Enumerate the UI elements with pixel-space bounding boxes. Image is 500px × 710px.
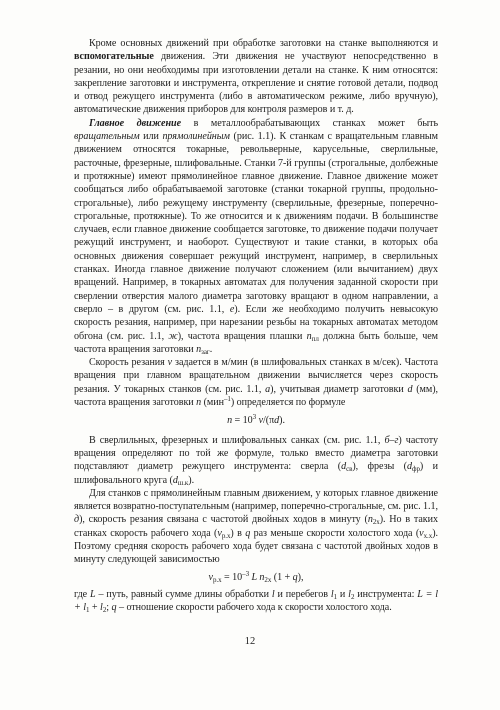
text-run: раз меньше скорости холостого хода (	[250, 527, 420, 539]
paragraph	[74, 37, 438, 117]
formula	[74, 571, 438, 584]
text-run: ).	[188, 474, 195, 486]
text-run: ) и шлифовального круга (	[74, 461, 438, 486]
text-run: d	[172, 474, 178, 486]
text-run: (мм), частота вращения заготовки	[74, 383, 438, 409]
text-run: ;	[106, 602, 112, 614]
text-run: l	[330, 588, 334, 600]
text-run: б–г	[384, 434, 399, 446]
text-run: заг	[201, 347, 210, 356]
text-run: ), фрезы (	[352, 461, 407, 473]
text-run: 2	[102, 606, 107, 615]
text-run: = 10	[232, 415, 253, 427]
text-run: 3	[252, 413, 257, 422]
text-run: (1 +	[271, 571, 293, 583]
text-run: n	[227, 415, 233, 427]
text-run: –3	[242, 569, 250, 578]
text-run: 2x	[264, 575, 272, 584]
text-run: q	[245, 527, 251, 539]
text-run: n	[196, 343, 202, 355]
paragraph	[74, 117, 438, 356]
text-run: р.х	[221, 531, 231, 540]
text-run: х.х	[423, 531, 433, 540]
text-run: L	[90, 588, 96, 600]
paragraph	[74, 487, 438, 567]
text-run: ), учитывая диаметр заготовки	[270, 383, 408, 395]
text-run: вспомогательные	[74, 51, 154, 63]
text-run: 1	[86, 606, 90, 615]
text-run: – отношение скорости рабочего хода к скорости холостого хода.	[116, 602, 392, 614]
text-run: = 10	[221, 571, 243, 583]
text-run: и перебегов	[274, 588, 331, 600]
text-run: 1	[333, 592, 338, 601]
text-run: где	[74, 588, 90, 600]
text-run: ). Если же необходимо получить невысокую скорость резания, например, при нарезании резьбы на токарных автоматах методом обгона (см. рис. 1.1,	[74, 303, 438, 342]
text-run: ) в	[230, 527, 246, 539]
text-run: n	[367, 514, 373, 526]
text-run: d	[406, 461, 412, 473]
text-run: ).	[279, 415, 285, 427]
text-run: и	[337, 588, 349, 600]
text-run: v	[256, 415, 264, 427]
text-run: фр	[411, 465, 420, 474]
text-run: Скорость резания	[89, 357, 168, 369]
text-run: или	[139, 131, 163, 143]
text-run: ж	[168, 330, 178, 342]
text-run: задается в м/мин (в шлифовальных станках в м/сек). Частота вращения при главном вращательном движении вычисляется через скорость резания. У токарных станков (см. рис. 1.1,	[74, 357, 438, 395]
text-run: n	[196, 397, 202, 409]
text-run: вращательным	[74, 131, 140, 143]
paragraph	[74, 588, 438, 615]
text-run: –1	[223, 395, 231, 404]
text-run: q	[111, 602, 117, 614]
text-run: движения. Эти движения не участвуют непосредственно в резании, но они необходимы при изготовлении детали на станке. К ним относятся: закрепление заготовки и инструмента, открепление и снятие готовой детали, подвод и отвод режущего инструмента (либо в автоматическом режиме, либо вручную), автоматические движения приборов для контроля размеров и т. д.	[74, 51, 438, 116]
text-run: в металлообрабатывающих станках может быть	[181, 117, 439, 129]
text-run: пл	[311, 334, 319, 343]
text-run: д	[74, 514, 80, 526]
text-run: Для станков с прямолинейным главным движением, у которых главное движение является возвратно-поступательным (например, поперечно-строгальные, см. рис. 1.1,	[74, 487, 438, 513]
paragraph	[74, 356, 438, 409]
formula	[74, 414, 438, 427]
text-run: В сверлильных, фрезерных и шлифовальных санках (см. рис. 1.1,	[89, 434, 385, 446]
text-run: ) частоту вращения определяют по той же формуле, только вместо диаметра заготовки подставляют диаметр режущего инструмента: сверла (	[74, 434, 438, 473]
text-run: Кроме основных движений при обработке заготовки на станке выполняются и	[89, 38, 438, 49]
text-run: ). Поэтому средняя скорость рабочего хода будет связана с частотой двойных ходов в минуту следующей зависимостью	[74, 527, 438, 566]
page-number: 12	[244, 636, 256, 647]
page-body-text	[74, 37, 438, 614]
text-run: L n	[249, 571, 265, 583]
text-run: е	[229, 303, 235, 315]
text-run: L = l + l	[74, 588, 438, 614]
text-run: v	[217, 527, 222, 539]
text-run: l	[348, 588, 351, 600]
text-run: d	[341, 461, 347, 473]
text-run: 2x	[372, 518, 380, 527]
text-run: прямолинейным	[162, 131, 230, 143]
text-run: – путь, равный сумме длины обработки	[95, 588, 272, 600]
text-run: ш.к	[177, 478, 189, 487]
text-run: n	[306, 330, 312, 342]
text-run: ) определяется по формуле	[230, 397, 346, 409]
text-run: а	[265, 383, 271, 395]
text-run: должна быть больше, чем частота вращения заготовки	[74, 330, 438, 355]
text-run: l	[100, 602, 103, 614]
text-run: /(π	[263, 415, 275, 427]
text-run: ). Но в таких станках скорость рабочего хода (	[74, 514, 438, 539]
text-run: q	[292, 571, 298, 583]
text-run: св	[346, 465, 353, 474]
text-run: р.х	[212, 575, 222, 584]
text-run: v	[208, 571, 213, 583]
text-run: v	[167, 357, 173, 369]
text-run: v	[419, 527, 424, 539]
paragraph	[74, 434, 438, 487]
text-run: ), частота вращения плашки	[177, 330, 307, 342]
text-run: 2	[350, 592, 355, 601]
text-run: +	[89, 602, 101, 614]
text-run: .	[209, 343, 213, 355]
text-run: d	[407, 383, 413, 395]
text-run: (мин	[201, 397, 224, 409]
text-run: инструмента:	[354, 588, 418, 600]
text-run: ), скорость резания связана с частотой двойных ходов в минуту (	[79, 514, 368, 526]
text-run: Главное движение	[89, 117, 182, 129]
text-run: l	[271, 588, 275, 600]
text-run: d	[274, 415, 280, 427]
text-run: ),	[297, 571, 304, 583]
text-run: (рис. 1.1). К станкам с вращательным главным движением относятся токарные, револьверные, карусельные, сверлильные, расточные, фрезерные, шлифовальные. Станки 7-й группы (строгальные, долбежные и протяжные) имеют прямолинейное главное движение. Главное движение может сообщаться либо обрабатываемой заготовке (станки токарной группы, продольно-строгальные), либо режущему инструменту (сверлильные, фрезерные, поперечно-строгальные, протяжные). То же относится и к движениям подачи. В большинстве случаев, если главное движение сообщается заготовке, то движение подачи получает режущий инструмент, и наоборот. Существуют и такие станки, в которых оба основных движения совершает режущий инструмент, например, в сверлильных станках. Иногда главное движение получают сложением (или вычитанием) двух вращений. Например, в токарных автоматах для получения заданной скорости при сверлении отверстия малого диаметра заготовку вращают в одном направлении, а сверло – в другом (см. рис. 1.1,	[74, 131, 438, 315]
